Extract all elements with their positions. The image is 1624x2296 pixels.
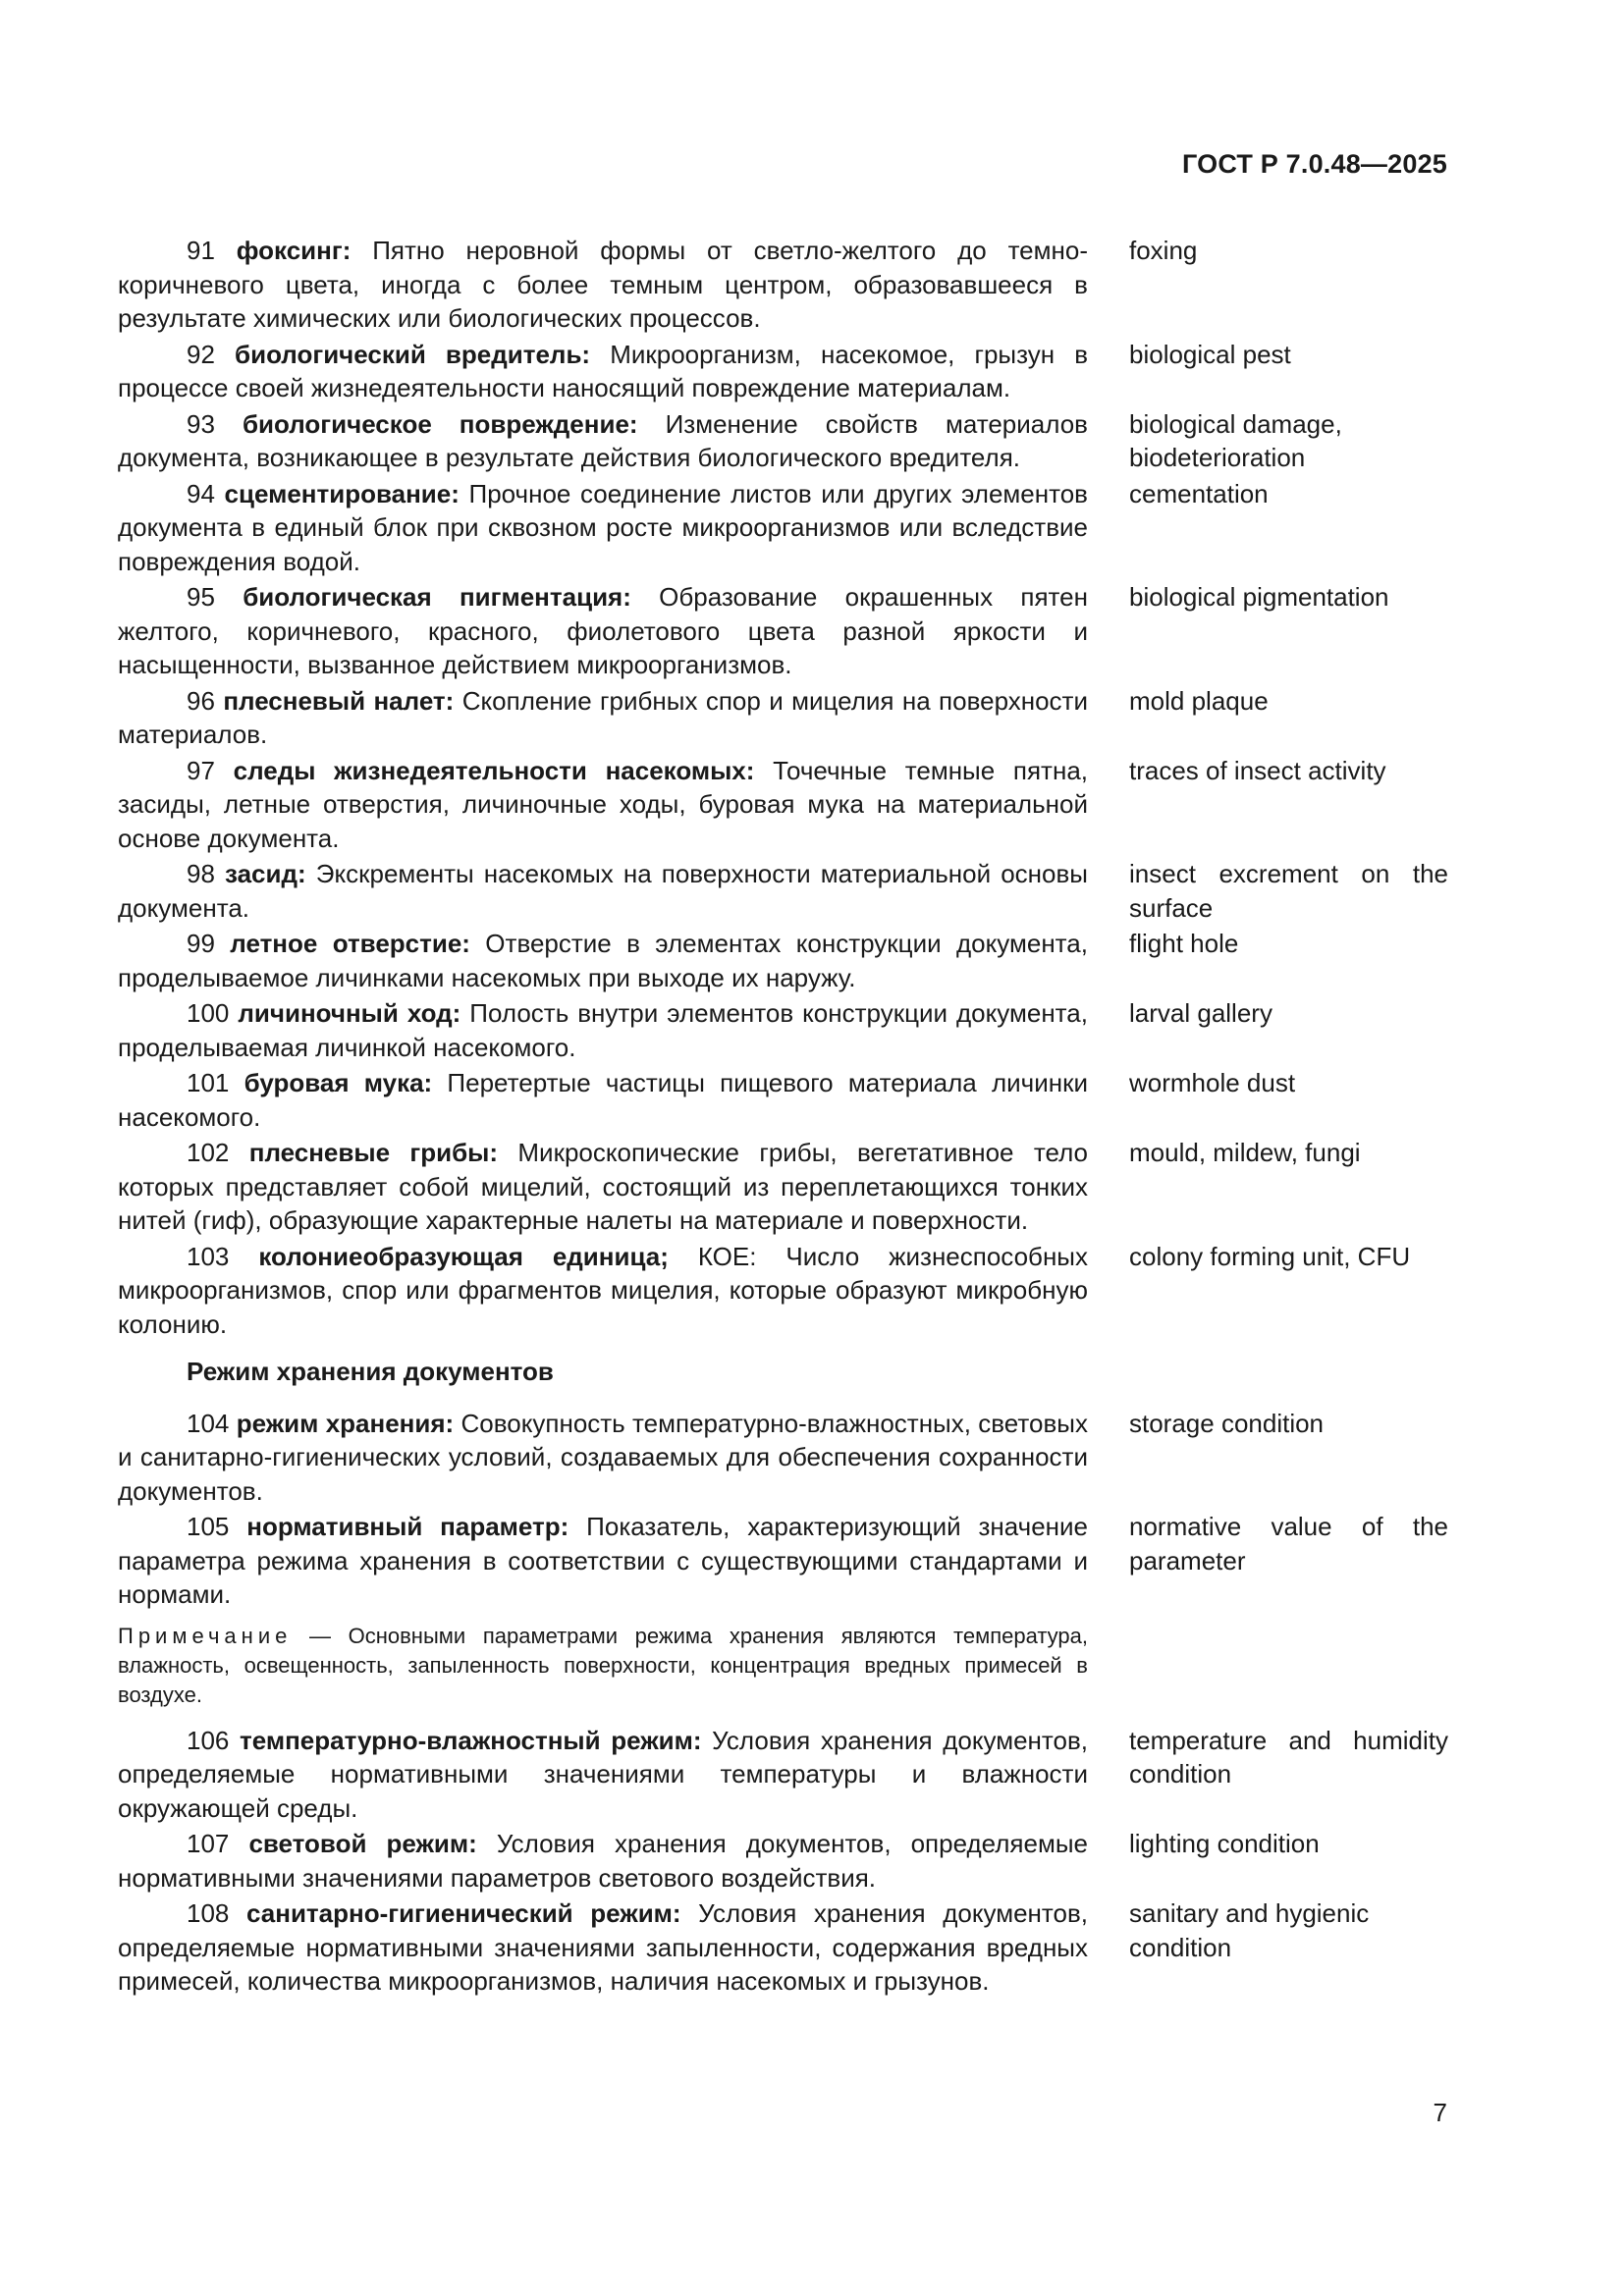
term-name: фоксинг: — [236, 236, 352, 265]
term-english: normative value of the parameter — [1129, 1512, 1448, 1575]
term-number: 104 — [187, 1408, 230, 1438]
page-number: 7 — [1433, 2098, 1447, 2127]
term-entry — [118, 754, 1448, 856]
term-entry — [118, 1896, 1448, 1999]
term-number: 108 — [187, 1898, 230, 1928]
term-name: личиночный ход: — [238, 998, 461, 1028]
term-number: 103 — [187, 1241, 230, 1271]
term-definition — [118, 234, 1088, 336]
term-name: буровая мука: — [244, 1068, 433, 1097]
term-name: световой режим: — [248, 1829, 477, 1858]
term-english: cementation — [1129, 478, 1269, 508]
term-number: 94 — [187, 478, 215, 508]
term-english: biological pest — [1129, 339, 1291, 369]
term-number: 106 — [187, 1725, 230, 1755]
term-text: КОЕ: Число жизнеспособных микроорганизмов, спор или фрагментов мицелия, которые образуют микробную колонию. — [118, 1241, 1088, 1339]
term-english: larval gallery — [1129, 998, 1272, 1028]
term-number: 91 — [187, 236, 215, 265]
term-definition — [118, 407, 1088, 475]
term-english: wormhole dust — [1129, 1068, 1296, 1097]
term-number: 97 — [187, 755, 215, 785]
term-text: Условия хранения документов, определяемые нормативными значениями параметров светового воздействия. — [118, 1829, 1088, 1893]
term-number: 100 — [187, 998, 230, 1028]
term-entry — [118, 580, 1448, 682]
terms-content — [118, 234, 1448, 2001]
term-definition — [118, 1896, 1088, 1999]
term-text: Отверстие в элементах конструкции документа, проделываемое личинками насекомых при выходе их наружу. — [118, 929, 1088, 992]
term-definition — [118, 1510, 1088, 1612]
term-name: плесневый налет: — [223, 685, 455, 716]
note-label: Примечание — [118, 1623, 293, 1648]
term-name: колониеобразующая единица; — [258, 1241, 669, 1271]
term-text: Микроорганизм, насекомое, грызун в процессе своей жизнедеятельности наносящий повреждение материалам. — [118, 339, 1089, 402]
terms-group-b — [118, 1407, 1448, 1612]
term-number: 105 — [187, 1512, 230, 1541]
term-entry — [118, 857, 1448, 925]
term-english: temperature and humidity condition — [1129, 1725, 1448, 1789]
term-text: Показатель, характеризующий значение параметра режима хранения в соответствии с существующими стандартами и нормами. — [118, 1512, 1088, 1609]
term-english: storage condition — [1129, 1408, 1325, 1438]
term-number: 102 — [187, 1138, 230, 1167]
term-definition — [118, 754, 1088, 856]
term-entry — [118, 1724, 1448, 1826]
term-entry — [118, 477, 1448, 579]
term-entry — [118, 684, 1448, 752]
term-name: следы жизнедеятельности насекомых: — [233, 755, 755, 785]
term-text: Прочное соединение листов или других элементов документа в единый блок при сквозном росте микроорганизмов или вследствие повреждения водой. — [118, 478, 1088, 576]
term-english: foxing — [1129, 236, 1198, 265]
term-text: Скопление грибных спор и мицелия на поверхности материалов. — [118, 685, 1088, 749]
term-name: температурно-влажностный режим: — [240, 1725, 702, 1755]
term-text: Точечные темные пятна, засиды, летные отверстия, личиночные ходы, буровая мука на материальной основе документа. — [118, 755, 1088, 853]
term-name: нормативный параметр: — [246, 1512, 569, 1541]
term-text: Образование окрашенных пятен желтого, коричневого, красного, фиолетового цвета разной яркости и насыщенности, вызванное действием микроорганизмов. — [118, 582, 1088, 679]
term-name: биологическая пигментация: — [243, 582, 631, 612]
term-entry — [118, 996, 1448, 1064]
note — [118, 1622, 1088, 1710]
term-definition — [118, 927, 1088, 994]
term-definition — [118, 684, 1088, 752]
term-definition — [118, 1827, 1088, 1895]
document-code: ГОСТ Р 7.0.48—2025 — [1181, 149, 1447, 179]
term-definition — [118, 1136, 1088, 1238]
term-number: 95 — [187, 582, 215, 612]
term-english: biological damage, biodeterioration — [1129, 408, 1342, 472]
term-number: 99 — [187, 929, 215, 958]
term-entry — [118, 1827, 1448, 1895]
term-number: 92 — [187, 339, 215, 369]
term-definition — [118, 996, 1088, 1064]
term-text: Изменение свойств материалов документа, возникающее в результате действия биологического вредителя. — [118, 408, 1088, 472]
term-name: биологический вредитель: — [235, 339, 591, 369]
term-number: 93 — [187, 408, 215, 439]
section-heading: Режим хранения документов — [187, 1357, 554, 1386]
term-definition — [118, 1724, 1088, 1826]
term-text: Экскременты насекомых на поверхности материальной основы документа. — [118, 859, 1088, 923]
term-entry — [118, 407, 1448, 475]
term-english: biological pigmentation — [1129, 582, 1389, 612]
term-definition — [118, 1066, 1088, 1134]
term-name: сцементирование: — [224, 478, 460, 508]
term-text: Условия хранения документов, определяемые нормативными значениями запыленности, содержания вредных примесей, количества микроорганизмов, наличия насекомых и грызунов. — [118, 1898, 1088, 1996]
term-name: плесневые грибы: — [248, 1138, 499, 1167]
term-number: 96 — [187, 685, 215, 716]
term-name: летное отверстие: — [230, 929, 470, 958]
term-entry — [118, 927, 1448, 994]
term-english: insect excrement on the surface — [1129, 859, 1448, 923]
term-text: Перетертые частицы пищевого материала личинки насекомого. — [118, 1068, 1089, 1132]
term-entry — [118, 1066, 1448, 1134]
term-definition — [118, 1407, 1088, 1509]
term-definition — [118, 857, 1088, 925]
term-definition — [118, 1240, 1088, 1342]
term-text: Совокупность температурно-влажностных, световых и санитарно-гигиенических условий, создаваемых для обеспечения сохранности документов. — [118, 1408, 1088, 1506]
term-name: режим хранения: — [236, 1408, 455, 1438]
term-text: Полость внутри элементов конструкции документа, проделываемая личинкой насекомого. — [118, 998, 1088, 1062]
term-number: 107 — [187, 1829, 230, 1858]
term-name: засид: — [225, 859, 306, 888]
term-english: sanitary and hygienic condition — [1129, 1898, 1370, 1962]
term-entry — [118, 1240, 1448, 1342]
term-english: traces of insect activity — [1129, 755, 1386, 785]
term-definition — [118, 338, 1088, 405]
term-definition — [118, 580, 1088, 682]
term-entry — [118, 1136, 1448, 1238]
term-text: Микроскопические грибы, вегетативное тело которых представляет собой мицелий, состоящий из переплетающихся тонких нитей (гиф), образующие характерные налеты на материале и поверхности. — [118, 1138, 1089, 1235]
term-number: 101 — [187, 1068, 230, 1097]
term-entry — [118, 234, 1448, 336]
term-definition — [118, 477, 1088, 579]
term-english: colony forming unit, CFU — [1129, 1241, 1411, 1271]
term-entry — [118, 1407, 1448, 1509]
terms-group-a — [118, 234, 1448, 1341]
term-name: санитарно-гигиенический режим: — [246, 1898, 681, 1928]
term-number: 98 — [187, 859, 215, 888]
term-text: Пятно неровной формы от светло-желтого до темно-коричневого цвета, иногда с более темным центром, образовавшееся в результате химических или биологических процессов. — [118, 236, 1088, 333]
terms-group-c — [118, 1724, 1448, 1999]
term-entry — [118, 1510, 1448, 1612]
term-name: биологическое повреждение: — [242, 408, 638, 439]
term-entry — [118, 338, 1448, 405]
term-english: flight hole — [1129, 929, 1239, 958]
term-english: mould, mildew, fungi — [1129, 1138, 1361, 1167]
term-text: Условия хранения документов, определяемые нормативными значениями температуры и влажности окружающей среды. — [118, 1725, 1088, 1823]
term-english: lighting condition — [1129, 1829, 1320, 1858]
note-text: — Основными параметрами режима хранения являются температура, влажность, освещенность, запыленность поверхности, концентрация вредных примесей в воздухе. — [118, 1623, 1088, 1707]
term-english: mold plaque — [1129, 685, 1269, 716]
